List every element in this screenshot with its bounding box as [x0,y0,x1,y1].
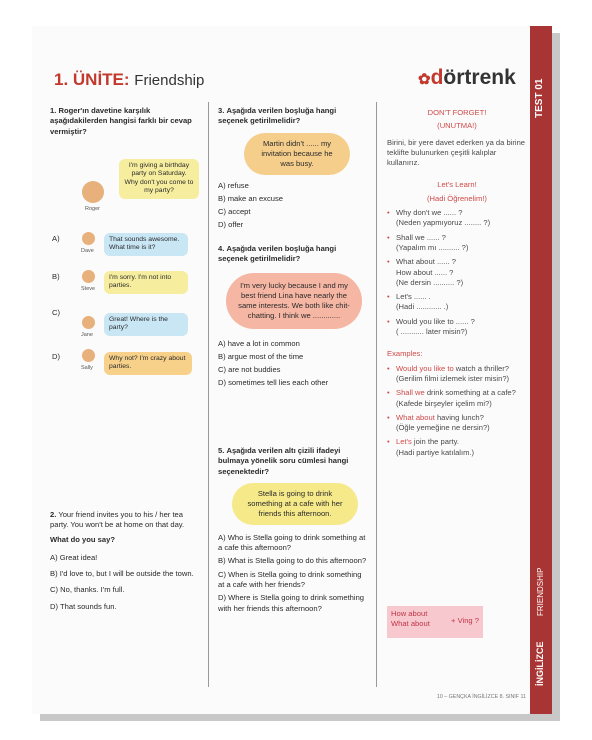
formula-suffix: + Ving ? [451,616,479,625]
question-number: 3. [218,106,225,115]
page-footer: 10 – GENÇKA İNGİLİZCE 8. SINIF 11 [436,694,526,700]
prompt-cloud: I'm very lucky because I and my best friend Lina have nearly the same interests. We both like chit-chatting. I think we ............. [226,273,362,329]
pattern-item [387,317,527,338]
avatar-steve [82,270,95,283]
pattern-en: • Would you like to ...... ? [396,316,475,326]
test-label: TEST 01 [534,78,545,118]
unit-number: 1. ÜNİTE: [54,70,130,89]
tips-column [387,108,527,458]
brand-flower-icon: ✿ [418,71,431,88]
unit-title [54,70,204,90]
example-rest: watch a thriller? [453,363,509,373]
answer-option[interactable]: A) have a lot in common [218,338,300,348]
dont-forget-heading: DON'T FORGET! [427,108,487,117]
example-highlight: Let's [396,437,412,447]
avatar-roger [82,181,104,203]
avatar-dave [82,232,95,245]
option-label: B) [52,272,60,281]
example-highlight: Would you like to [396,363,454,373]
lets-learn-heading: Let's Learn! [437,180,477,190]
question-text: Aşağıda verilen boşluğa hangi seçenek getirilmelidir? [218,106,337,126]
answer-option[interactable]: A) Great idea! [50,552,98,562]
option-name: Steve [81,286,96,292]
option-bubble: Why not? I'm crazy about parties. [104,352,192,375]
worksheet-page [32,26,552,714]
option-name: Jane [81,332,93,338]
pattern-en: • Let's ...... . [396,292,431,302]
answer-option[interactable]: D) offer [218,220,244,230]
question-number: 5. [218,446,225,455]
speech-bubble: I'm giving a birthday party on Saturday. Why don't you come to my party? [119,159,199,199]
question-number: 1. [50,106,57,115]
prompt-cloud: Stella is going to drink something at a cafe with her friends this afternoon. [232,483,358,525]
subject-label: İNGİLİZCE [535,641,545,686]
pattern-item [387,292,527,313]
question-3 [218,106,368,234]
example-item [387,413,527,434]
pattern-item [387,233,527,254]
option-bubble: Great! Where is the party? [104,313,188,336]
question-text: Your friend invites you to his / her tea party. You won't be at home on that day. [50,510,185,530]
example-tr: (Hadi partiye katılalım.) [396,447,475,457]
question-prompt: What do you say? [50,534,115,544]
option-label: A) [52,234,60,243]
pattern-en: How about ...... ? [396,267,454,277]
formula-line-2: What about [391,618,430,628]
example-rest: join the party. [411,437,459,447]
example-rest: having lunch? [434,412,484,422]
example-rest: drink something at a cafe? [424,388,516,398]
unit-topic: Friendship [134,72,205,89]
option-label: D) [52,352,61,361]
question-text: Aşağıda verilen boşluğa hangi seçenek getirilmelidir? [218,244,337,264]
answer-option[interactable]: B) argue most of the time [218,351,304,361]
example-item [387,364,527,385]
formula-box [387,606,483,638]
example-highlight: Shall we [396,388,425,398]
examples-heading: Examples: [387,349,423,359]
pattern-en: • Why don't we ...... ? [396,208,463,218]
example-highlight: What about [396,412,435,422]
brand-logo [418,66,516,90]
example-tr: (Öğle yemeğine ne dersin?) [396,423,490,433]
lets-learn-subheading: (Hadi Öğrenelim!) [427,193,487,203]
answer-option[interactable]: B) make an excuse [218,193,283,203]
avatar-sally [82,349,95,362]
unit-label: FRIENDSHIP [536,567,545,616]
option-bubble: I'm sorry. I'm not into parties. [104,271,188,294]
formula-line-1: How about [391,609,428,618]
answer-option[interactable]: A) refuse [218,180,249,190]
answer-option[interactable]: B) I'd love to, but I will be outside the town. [50,569,194,579]
answer-option[interactable]: C) When is Stella going to drink something at a cafe with her friends? [218,569,362,590]
question-2 [50,510,202,615]
pattern-tr: (Hadi ............ .) [396,302,449,312]
pattern-item [387,208,527,229]
example-item [387,437,527,458]
pattern-item [387,257,527,288]
answer-option[interactable]: B) What is Stella going to do this afternoon? [218,556,367,566]
pattern-en: • What about ...... ? [396,257,456,267]
tips-intro: Birini, bir yere davet ederken ya da birine teklifte bulunurken çeşitli kalıplar kullanırız. [387,137,526,168]
brand-a: d [430,66,444,89]
pattern-en: • Shall we ...... ? [396,232,446,242]
pattern-tr: (Neden yapmıyoruz ........ ?) [396,218,491,228]
option-bubble: That sounds awesome. What time is it? [104,233,188,256]
example-item [387,388,527,409]
answer-option[interactable]: D) Where is Stella going to drink something with her friends this afternoon? [218,593,365,613]
question-text: Roger'ın davetine karşılık aşağıdakilerden hangisi farklı bir cevap vermiştir? [50,106,192,136]
pattern-tr: (Ne dersin .......... ?) [396,277,464,287]
option-name: Dave [81,248,94,254]
question-5 [218,446,368,617]
question-4 [218,244,368,392]
avatar-jane [82,316,95,329]
brand-b: örtrenk [443,66,516,89]
question-1 [50,106,200,137]
option-name: Sally [81,365,93,371]
question-number: 2. [50,510,57,519]
pattern-tr: ( ........... later misin?) [396,327,468,337]
pattern-tr: (Yapalım mı .......... ?) [396,242,469,252]
example-tr: (Gerilim filmi izlemek ister misin?) [396,373,510,383]
speaker-name: Roger [85,206,100,212]
question-number: 4. [218,244,225,253]
column-divider [376,102,377,687]
answer-option[interactable]: C) are not buddies [218,365,281,375]
answer-option[interactable]: C) accept [218,207,251,217]
example-tr: (Kafede birşeyler içelim mi?) [396,398,492,408]
column-divider [208,102,209,687]
sidebar-band [530,26,552,714]
answer-option[interactable]: D) sometimes tell lies each other [218,378,329,388]
dont-forget-subheading: (UNUTMA!) [437,121,477,131]
prompt-cloud: Martin didn't ...... my invitation because he was busy. [244,133,350,175]
question-text: Aşağıda verilen altı çizili ifadeyi bulmaya yönelik soru cümlesi hangi seçenektedir? [218,446,349,476]
answer-option[interactable]: D) That sounds fun. [50,601,117,611]
answer-option[interactable]: C) No, thanks. I'm full. [50,585,125,595]
answer-option[interactable]: A) Who is Stella going to drink something at a cafe this afternoon? [218,532,366,553]
option-label: C) [52,308,61,317]
